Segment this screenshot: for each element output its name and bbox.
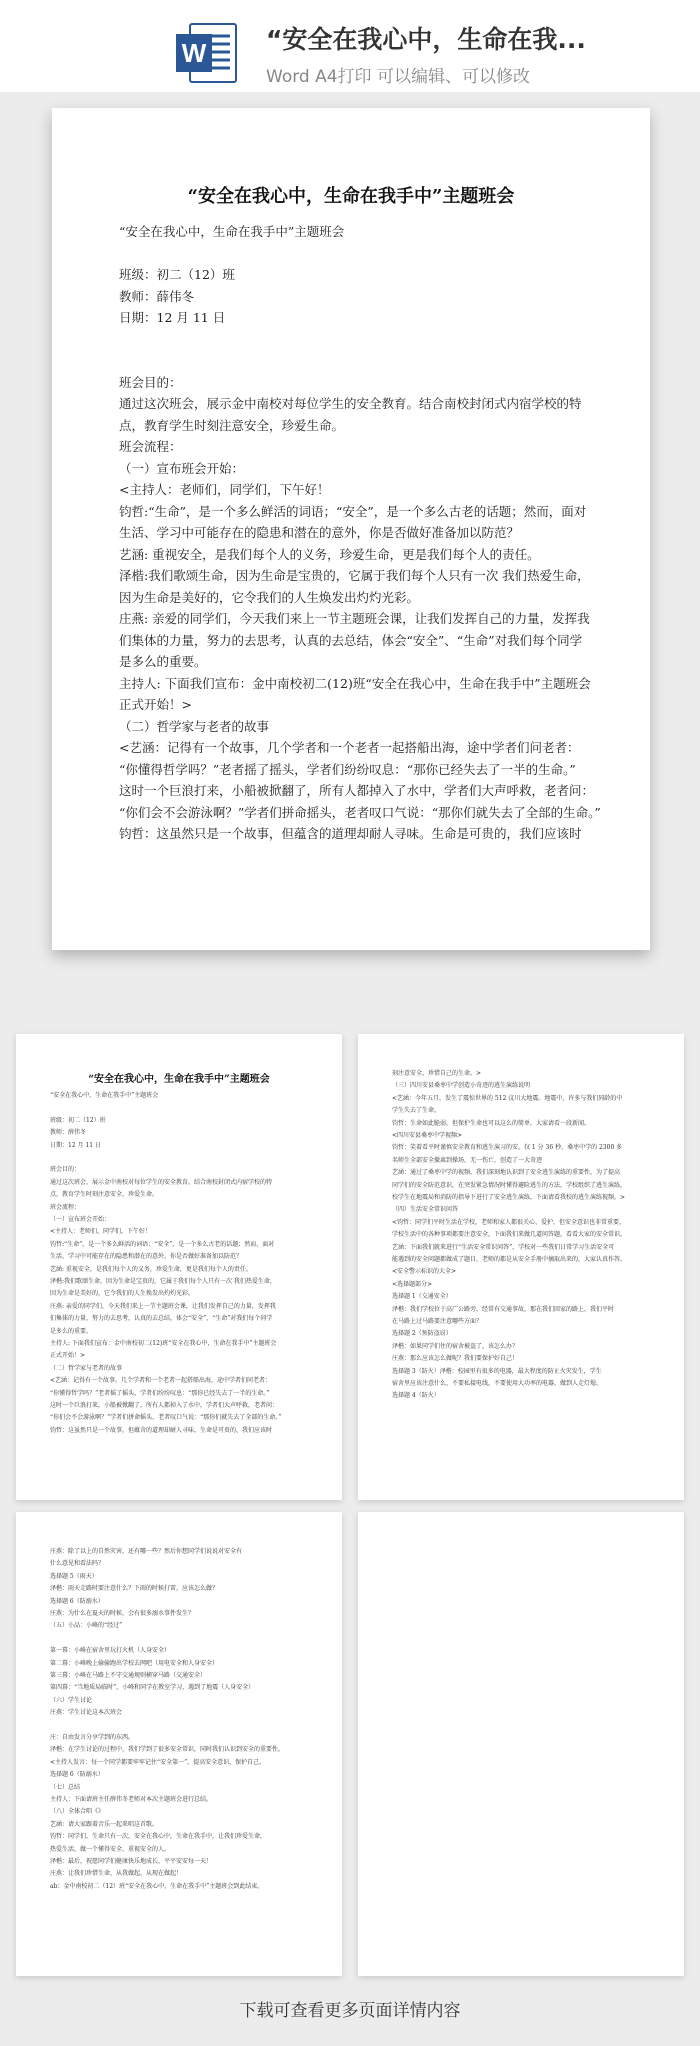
thumbnail-line: 选择题 2（预防盗窃）	[392, 1330, 452, 1338]
thumbnail-line: 泽楷：在学生讨论的过程中，我们学到了很多安全常识，同时我们认识到安全的重要性，	[50, 1746, 285, 1754]
preview-line: 班会流程：	[119, 439, 182, 454]
thumbnail-line: 选择题 5（雨天）	[50, 1572, 98, 1580]
thumbnail-line: 庄燕：为什么在夏天的时候，会有很多溺水事件发生？	[50, 1610, 195, 1617]
thumbnail-line: 班会目的：	[50, 1166, 81, 1174]
preview-line: 庄燕: 亲爱的同学们，今天我们来上一节主题班会课，让我们发挥自己的力量，发挥我	[119, 611, 590, 626]
thumbnail-line: 选择题 1（交通安全）	[392, 1293, 452, 1301]
thumbnail-line: <主持人：老师们，同学们，下午好！	[50, 1228, 152, 1236]
thumbnail-line: 在马路上过马路要注意哪些方面？	[392, 1318, 483, 1325]
preview-title: “安全在我心中，生命在我手中”主题班会	[187, 186, 515, 207]
thumbnail-line: 们集体的力量，努力的去思考，认真的去总结，体会“安全”、“生命”对我们每个同学	[50, 1315, 273, 1323]
thumbnail-line: 钧哲:“生命”，是一个多么鲜活的词语；“安全”，是一个多么古老的话题；然而，面对	[50, 1240, 275, 1248]
thumbnail-line: 选择题 6（防溺水）	[50, 1597, 104, 1605]
thumbnail-line: 泽楷：我们学校位于高广公路旁，经常有交通事故，那在我们回家的路上，我们平时	[392, 1305, 615, 1313]
preview-line: 正式开始！>	[119, 697, 192, 712]
svg-text:W: W	[181, 38, 207, 68]
thumbnail-line: 选择题 4（防火）	[392, 1392, 440, 1400]
preview-line: 教师：薛伟冬	[119, 288, 195, 304]
thumbnail-line: 名师生全部安全撤离到操场，无一伤亡，创造了一大奇迹	[392, 1156, 543, 1164]
thumbnail-line: 泽楷：雨天走路时要注意什么？下雨的时候打雷，应该怎么做？	[50, 1585, 219, 1593]
thumbnail-line: “安全在我心中，生命在我手中”主题班会	[50, 1092, 159, 1099]
thumbnail-line: 艺涵: 重视安全，是我们每个人的义务，珍爱生命，更是我们每个人的责任。	[50, 1265, 252, 1273]
thumbnail-line: 热爱生活，做一个懂得安全、重视安全的人。	[50, 1845, 171, 1853]
thumbnail-line: 刻注意安全，珍惜自己的生命。>	[392, 1070, 482, 1077]
thumbnail-line: <安全警示标识的大全>	[392, 1268, 457, 1276]
preview-line: “你们会不会游泳啊？”学者们拼命摇头，老者叹口气说：“那你们就失去了全部的生命。”	[119, 804, 601, 820]
thumbnail-line: 艺涵：请大家跟着音乐一起来唱这首歌。	[50, 1820, 159, 1828]
thumbnail-line: <选择题部分>	[392, 1280, 433, 1288]
thumbnail-line: 这时一个巨浪打来，小船被掀翻了，所有人都掉入了水中，学者们大声呼救，老者问：	[50, 1402, 279, 1409]
thumbnail-line: 庄燕：让我们珍惜生命，从我做起，从现在做起！	[50, 1870, 183, 1878]
thumbnail-line: 主持人：下面请班主任薛伟冬老师对本次主题班会进行总结。	[50, 1796, 213, 1803]
preview-line: 艺涵: 重视安全，是我们每个人的义务，珍爱生命，更是我们每个人的责任。	[119, 546, 540, 562]
thumbnail-page-4[interactable]	[358, 1512, 684, 1976]
preview-line: 通过这次班会，展示金中南校对每位学生的安全教育。结合南校封闭式内宿学校的特	[119, 396, 582, 411]
preview-line: 因为生命是美好的，它令我们的人生焕发出灼灼光彩。	[119, 589, 420, 605]
thumbnail-line: 钧哲：笑着看平时谨慎安全教育和逃生演习的安，仅 1 分 36 秒，桑枣中学的 2300 多	[392, 1144, 623, 1152]
thumbnail-line: 生活、学习中可能存在的隐患和潜在的意外，你是否做好准备加以防范？	[50, 1253, 243, 1261]
thumbnail-line: <艺涵：今年五月，发生了震惊世界的 512 汶川大地震。地震中，许多与我们同龄的中	[392, 1094, 623, 1102]
document-preview-page	[52, 108, 650, 950]
thumbnail-line: 学校生活中的各种事项都要注意安全，下面我们来做几道问答题，看看大家的安全常识。	[392, 1231, 627, 1239]
thumbnail-line: 同学们的安全防范意识，在突发紧急情况时懂得避险逃生的方法，学校组织了逃生演练，	[392, 1181, 627, 1189]
preview-line: <艺涵：记得有一个故事，几个学者和一个老者一起搭船出海，途中学者们问老者：	[119, 740, 580, 755]
preview-line: 班级：初二（12）班	[119, 267, 235, 282]
thumbnail-line: 泽楷：如果同学们住的宿舍被盗了，该怎么办？	[392, 1342, 519, 1350]
thumbnail-line: 第二幕：小峰晚上偷偷跑出学校去网吧（用电安全和人身安全）	[50, 1659, 219, 1667]
thumbnail-line: 庄：自由发言分享学到的东西。	[50, 1734, 135, 1741]
preview-line: 点，教育学生时刻注意安全，珍爱生命。	[119, 417, 345, 433]
thumbnail-line: （四）生活安全常识问答	[392, 1206, 459, 1214]
thumbnail-line: 庄燕：那么应该怎么做呢？我们要保护好自己！	[392, 1355, 519, 1363]
thumbnail-line: （八）全体合唱《》	[50, 1808, 105, 1816]
thumbnail-line: 教师：薛伟冬	[50, 1129, 87, 1137]
thumbnail-line: “你们会不会游泳啊？”学者们拼命摇头，老者叹口气说：“那你们就失去了全部的生命。”	[50, 1414, 282, 1422]
thumbnail-line: 钧哲：同学们，生命只有一次，安全在我心中，生命在我手中，让我们珍爱生命，	[50, 1833, 267, 1841]
thumbnail-line: 艺涵：通过了桑枣中学的视频，我们深刻地认识到了安全逃生演练的重要性，为了提高	[392, 1169, 621, 1177]
preview-line: （一）宣布班会开始：	[119, 460, 245, 476]
word-document-icon	[174, 20, 240, 86]
thumbnail-line: 校学生在地震局和消防的指导下进行了安全逃生演练，下面请看我校的逃生演练视频。>	[392, 1194, 626, 1201]
thumbnail-page-2[interactable]	[358, 1034, 684, 1500]
thumbnail-line: <艺涵：记得有一个故事，几个学者和一个老者一起搭船出海，途中学者们问老者：	[50, 1377, 272, 1385]
preview-line: 钧哲:“生命”，是一个多么鲜活的词语；“安全”，是一个多么古老的话题；然而，面对	[119, 503, 587, 519]
preview-line: 这时一个巨浪打来，小船被掀翻了，所有人都掉入了水中，学者们大声呼救，老者问：	[119, 783, 595, 798]
thumbnail-line: 选择题 3（防火）泽楷：校园里有很多的电器，最大程度的防止火灾发生，学生	[392, 1367, 602, 1375]
thumbnail-line: 是多么的重要。	[50, 1327, 93, 1335]
thumbnail-line: 第四幕：“当地质局临时”，小峰和同学在教室学习，遇到了地震（人身安全）	[50, 1684, 255, 1692]
thumbnail-line: 班级：初二（12）班	[50, 1116, 106, 1124]
thumbnail-line: 庄燕：除了以上的自然灾害，还有哪一些？然后你想同学们说说对安全有	[50, 1548, 243, 1555]
thumbnail-line: 日期：12 月 11 日	[50, 1141, 101, 1149]
thumbnail-line: <四川安县桑枣中学视频>	[392, 1132, 463, 1139]
thumbnail-line: 通过这次班会，展示金中南校对每位学生的安全教育。结合南校封闭式内宿学校的特	[50, 1178, 273, 1186]
thumbnail-line: 钧哲：生命如此脆弱，但保护生命也可以这么的简单，大家请看一段新闻。	[392, 1119, 591, 1127]
preview-line: （二）哲学家与老者的故事	[119, 718, 270, 734]
thumbnail-line: （三）四川安县桑枣中学创造小奇迹的逃生演练说明	[392, 1082, 531, 1090]
thumbnail-line: 点，教育学生时刻注意安全，珍爱生命。	[50, 1191, 159, 1199]
thumbnail-line: “你懂得哲学吗？”老者摇了摇头，学者们纷纷叹息：“那你已经失去了一半的生命。”	[50, 1389, 270, 1397]
thumbnail-line: （五）小品：小峰的“经过”	[50, 1622, 123, 1630]
thumbnail-line: 第三幕：小峰在马路上不守交通规则横穿马路（交通安全）	[50, 1672, 207, 1679]
thumbnail-line: （一）宣布班会开始：	[50, 1216, 111, 1223]
preview-line: 生活、学习中可能存在的隐患和潜在的意外，你是否做好准备加以防范？	[119, 525, 520, 540]
thumbnail-line: 选择题 6（防溺水）	[50, 1771, 104, 1779]
preview-line: 钧哲：这虽然只是一个故事，但蕴含的道理却耐人寻味。生命是可贵的，我们应该时	[119, 826, 582, 841]
preview-line: 泽楷:我们歌颂生命，因为生命是宝贵的，它属于我们每个人只有一次 我们热爱生命，	[119, 568, 590, 583]
preview-line: “你懂得哲学吗？”老者摇了摇头，学者们纷纷叹息：“那你已经失去了一半的生命。”	[119, 761, 576, 777]
thumbnail-line: 什么意见和看法吗？	[50, 1560, 105, 1568]
preview-line: <主持人：老师们，同学们，下午好！	[119, 482, 330, 497]
thumbnail-page-1[interactable]	[16, 1034, 342, 1500]
download-more-link[interactable]: 下载可查看更多页面详情内容	[239, 2001, 461, 2021]
thumbnail-line: 艺涵：下面我们就来进行“生活安全常识问答”，学校对一些我们日常学习生活安全可	[392, 1243, 615, 1251]
document-subtitle: Word A4打印 可以编辑、可以修改	[266, 67, 530, 87]
preview-line: 班会目的：	[119, 374, 182, 390]
thumbnail-line: 宿舍里应该注意什么，不要私接电线，不要使用大功率的电器，做到人走灯熄。	[392, 1380, 603, 1387]
thumbnail-line: 第一幕：小峰在宿舍里玩打火机（人身安全）	[50, 1647, 171, 1655]
thumbnail-line: 庄燕: 亲爱的同学们，今天我们来上一节主题班会课，让我们发挥自己的力量，发挥我	[50, 1302, 276, 1310]
header	[0, 0, 700, 92]
thumbnail-line: 因为生命是美好的，它令我们的人生焕发出灼灼光彩。	[50, 1290, 195, 1298]
thumbnail-line: ab：金中南校初二（12）班“安全在我心中，生命在我手中”主题班会到此结束。	[50, 1882, 264, 1890]
thumbnail-line: 学生失去了生命。	[392, 1107, 441, 1115]
thumbnail-line: 能遇到的安全问题都做成了题目，老师的都是从安全手册中摘取出来的，大家认真作答。	[392, 1256, 627, 1263]
thumbnail-line: 班会流程：	[50, 1203, 81, 1211]
thumbnail-line: （七）总结	[50, 1783, 81, 1791]
thumbnail-line: （六）学生讨论	[50, 1696, 93, 1704]
thumbnail-line: <钧哲：同学们平时生活在学校，老师和家人都很关心、爱护，但安全意识也非常重要，	[392, 1218, 626, 1226]
preview-line: 主持人: 下面我们宣布：金中南校初二(12)班“安全在我心中，生命在我手中”主题班会	[119, 675, 591, 691]
preview-line: 们集体的力量，努力的去思考，认真的去总结，体会“安全”、“生命”对我们每个同学	[119, 632, 583, 648]
preview-line: 是多么的重要。	[119, 654, 207, 669]
thumbnail-line: 钧哲：这虽然只是一个故事，但蕴含的道理却耐人寻味。生命是可贵的，我们应该时	[50, 1426, 273, 1434]
thumbnail-page-3[interactable]	[16, 1512, 342, 1976]
thumbnail-line: 主持人: 下面我们宣布：金中南校初二(12)班“安全在我心中，生命在我手中”主题班会	[50, 1340, 277, 1347]
thumbnail-title: “安全在我心中，生命在我手中”主题班会	[88, 1074, 270, 1085]
preview-line: “安全在我心中，生命在我手中”主题班会	[119, 224, 345, 239]
thumbnail-line: 正式开始！>	[50, 1352, 86, 1360]
thumbnail-line: （二）哲学家与老者的故事	[50, 1364, 123, 1372]
thumbnail-line: 庄燕：学生讨论这本次班会	[50, 1709, 123, 1717]
thumbnail-line: 泽楷:我们歌颂生命，因为生命是宝贵的，它属于我们每个人只有一次 我们热爱生命，	[50, 1278, 276, 1285]
document-title: “安全在我心中，生命在我...	[266, 25, 586, 54]
thumbnail-line: 泽楷：最后，祝愿同学们健康快乐地成长，平平安安每一天！	[50, 1858, 213, 1865]
preview-line: 日期：12 月 11 日	[119, 310, 226, 325]
thumbnail-line: <主持人发言：每一个同学都要牢牢记住“安全第一”，提高安全意识，保护自己。	[50, 1758, 266, 1766]
